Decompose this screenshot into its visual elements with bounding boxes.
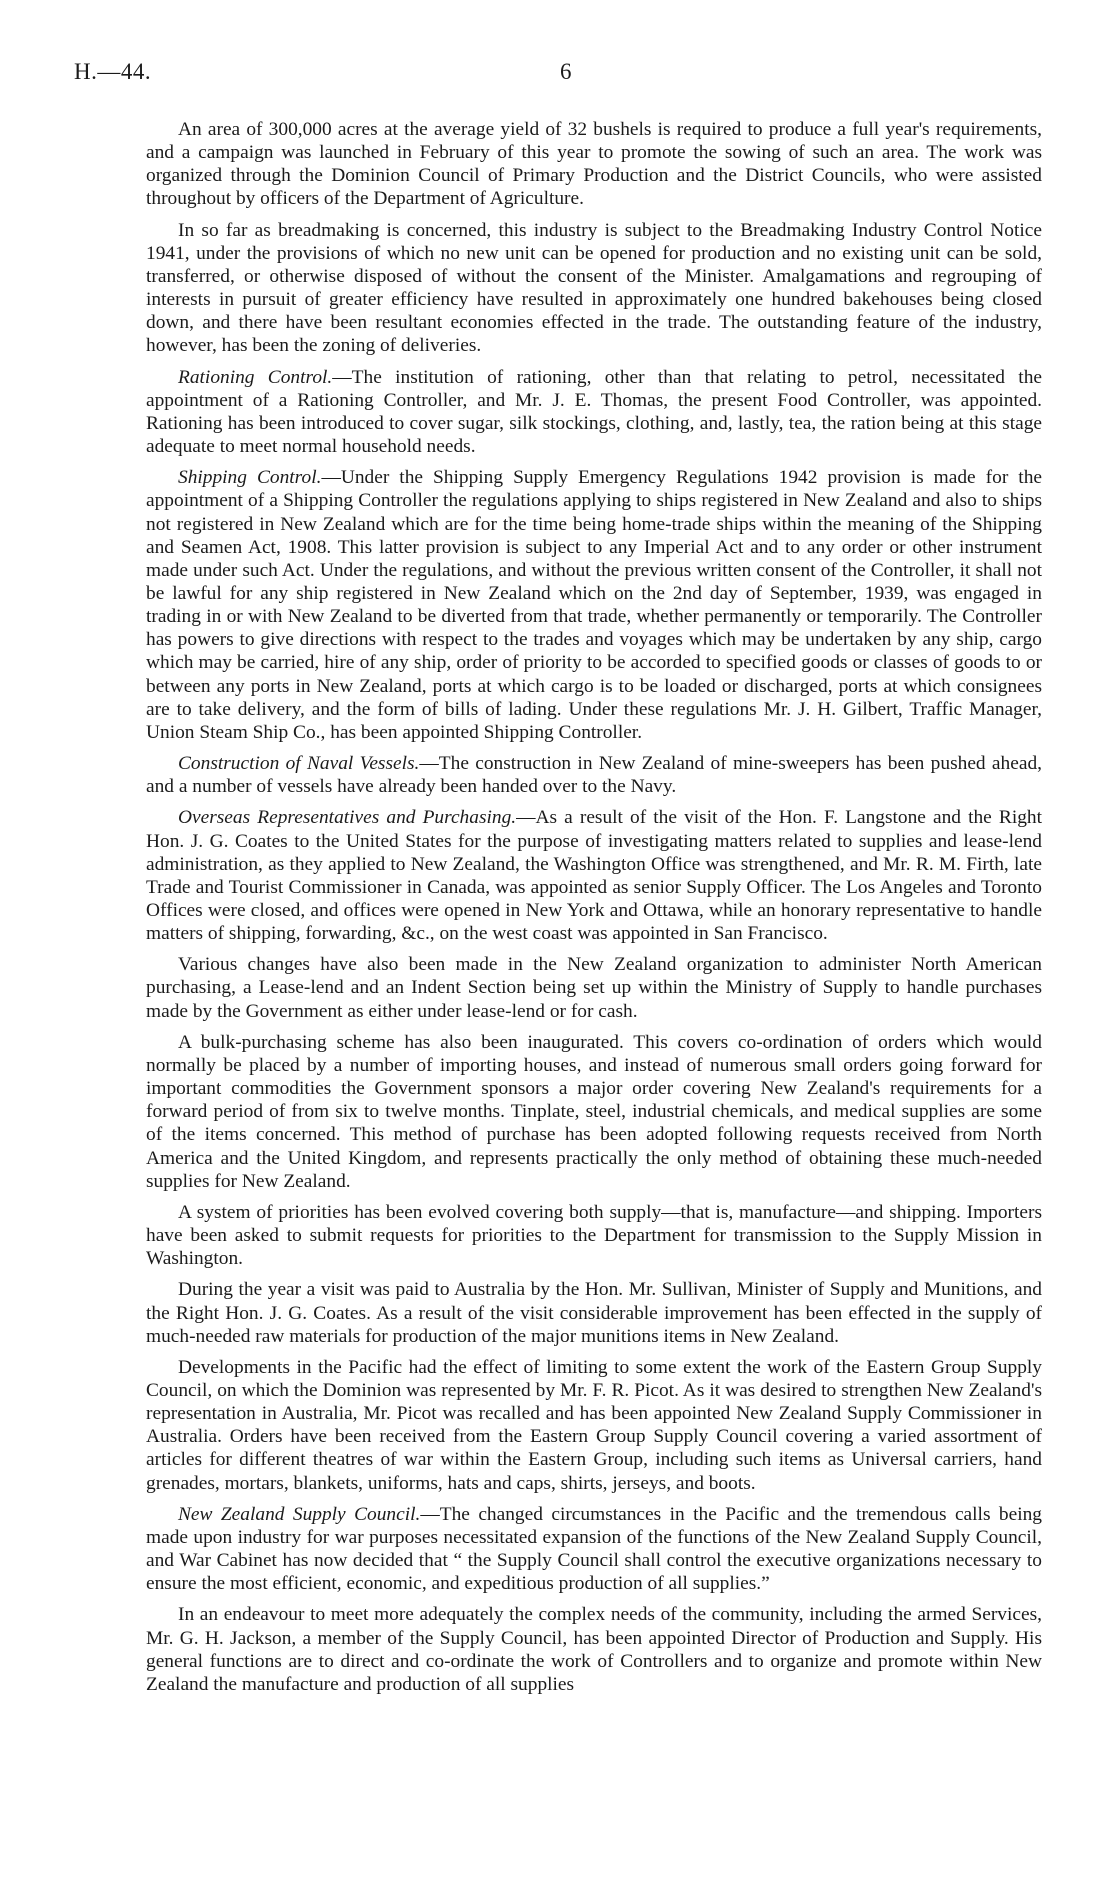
paragraph-text: A system of priorities has been evolved covering both supply—that is, manufacture—and shipping. Importers have been asked to submit requests for priorities to the Department for transmission to the Supply Mission in Washington. xyxy=(146,1201,1042,1270)
document-reference: H.—44. xyxy=(74,59,152,84)
paragraph xyxy=(146,752,1042,798)
paragraph xyxy=(146,1603,1042,1696)
page-header xyxy=(74,59,1042,100)
paragraph-text: —The construction in New Zealand of mine-sweepers has been pushed ahead, and a number of vessels have already been handed over to the Navy. xyxy=(146,753,1042,798)
paragraph-text: A bulk-purchasing scheme has also been inaugurated. This covers co-ordination of orders which would normally be placed by a number of importing houses, and instead of numerous small orders going forward for important commodities the Government sponsors a major order covering New Zealand's requirements for a forward period of from six to twelve months. Tinplate, steel, industrial chemicals, and medical supplies are some of the items concerned. This method of purchase has been adopted following requests received from North America and the United Kingdom, and represents practically the only method of obtaining these much-needed supplies for New Zealand. xyxy=(146,1031,1042,1192)
paragraph-text: —Under the Shipping Supply Emergency Regulations 1942 provision is made for the appointment of a Shipping Controller the regulations applying to ships registered in New Zealand and also to ships not registered in New Zealand which are for the time being home-trade ships within the meaning of the Shipping and Seamen Act, 1908. This latter provision is subject to any Imperial Act and to any order or other instrument made under such Act. Under the regulations, and without the previous written consent of the Controller, it shall not be lawful for any ship registered in New Zealand which on the 2nd day of September, 1939, was engaged in trading in or with New Zealand to be diverted from that trade, whether permanently or temporarily. The Controller has powers to give directions with respect to the trades and voyages which may be undertaken by any ship, cargo which may be carried, hire of any ship, order of priority to be accorded to specified goods or classes of goods to or between any ports in New Zealand, ports at which cargo is to be loaded or discharged, ports at which consignees are to take delivery, and the form of bills of lading. Under these regulations Mr. J. H. Gilbert, Traffic Manager, Union Steam Ship Co., has been appointed Shipping Controller. xyxy=(146,467,1042,743)
paragraph xyxy=(146,466,1042,744)
paragraph xyxy=(146,118,1042,211)
paragraph-text: In an endeavour to meet more adequately the complex needs of the community, including the armed Services, Mr. G. H. Jackson, a member of the Supply Council, has been appointed Director of Production and Supply. His general functions are to direct and co-ordinate the work of Controllers and to organize and promote within New Zealand the manufacture and production of all supplies xyxy=(146,1604,1042,1695)
paragraph-text: An area of 300,000 acres at the average yield of 32 bushels is required to produce a full year's requirements, and a campaign was launched in February of this year to promote the sowing of such an area. The work was organized through the Dominion Council of Primary Production and the District Councils, who were assisted throughout by officers of the Department of Agriculture. xyxy=(146,119,1042,210)
paragraph xyxy=(146,1503,1042,1596)
document-body xyxy=(146,118,1042,1696)
paragraph xyxy=(146,1356,1042,1495)
paragraph xyxy=(146,1201,1042,1270)
section-heading: Overseas Representatives and Purchasing. xyxy=(178,807,517,829)
paragraph-text: In so far as breadmaking is concerned, this industry is subject to the Breadmaking Industry Control Notice 1941, under the provisions of which no new unit can be opened for production and no existing unit can be sold, transferred, or otherwise disposed of without the consent of the Minister. Amalgamations and regrouping of interests in pursuit of greater efficiency have resulted in approximately one hundred bakehouses being closed down, and there have been resultant economies effected in the trade. The outstanding feature of the industry, however, has been the zoning of deliveries. xyxy=(146,219,1042,357)
paragraph-text: —The institution of rationing, other than that relating to petrol, necessitated the appointment of a Rationing Controller, and Mr. J. E. Thomas, the present Food Controller, was appointed. Rationing has been introduced to cover sugar, silk stockings, clothing, and, lastly, tea, the ration being at this stage adequate to meet normal household needs. xyxy=(146,366,1042,458)
paragraph xyxy=(146,219,1042,358)
section-heading: Rationing Control. xyxy=(178,366,333,388)
section-heading: Shipping Control. xyxy=(178,467,322,489)
page-number: 6 xyxy=(560,59,572,84)
paragraph xyxy=(146,1031,1042,1193)
section-heading: Construction of Naval Vessels. xyxy=(178,753,420,775)
section-heading: New Zealand Supply Council. xyxy=(178,1503,421,1525)
paragraph xyxy=(146,806,1042,945)
paragraph-text: —The changed circumstances in the Pacific and the tremendous calls being made upon industry for war purposes necessitated expansion of the functions of the New Zealand Supply Council, and War Cabinet has now decided that “ the Supply Council shall control the executive organizations necessary to ensure the most efficient, economic, and expeditious production of all supplies.” xyxy=(146,1503,1042,1595)
paragraph xyxy=(146,366,1042,459)
paragraph-text: Various changes have also been made in the New Zealand organization to administer North American purchasing, a Lease-lend and an Indent Section being set up within the Ministry of Supply to handle purchases made by the Government as either under lease-lend or for cash. xyxy=(146,954,1042,1022)
paragraph-text: —As a result of the visit of the Hon. F. Langstone and the Right Hon. J. G. Coates to the United States for the purpose of investigating matters related to supplies and lease-lend administration, as they applied to New Zealand, the Washington Office was strengthened, and Mr. R. M. Firth, late Trade and Tourist Commissioner in Canada, was appointed as senior Supply Officer. The Los Angeles and Toronto Offices were closed, and offices were opened in New York and Ottawa, while an honorary representative to handle matters of shipping, forwarding, &c., on the west coast was appointed in San Francisco. xyxy=(146,807,1042,945)
paragraph xyxy=(146,953,1042,1022)
paragraph xyxy=(146,1278,1042,1347)
paragraph-text: Developments in the Pacific had the effect of limiting to some extent the work of the Eastern Group Supply Council, on which the Dominion was represented by Mr. F. R. Picot. As it was desired to strengthen New Zealand's representation in Australia, Mr. Picot was recalled and has been appointed New Zealand Supply Commissioner in Australia. Orders have been received from the Eastern Group Supply Council covering a varied assortment of articles for different theatres of war within the Eastern Group, including such items as Universal carriers, hand grenades, mortars, blankets, uniforms, hats and caps, shirts, jerseys, and boots. xyxy=(146,1356,1042,1494)
paragraph-text: During the year a visit was paid to Australia by the Hon. Mr. Sullivan, Minister of Supply and Munitions, and the Right Hon. J. G. Coates. As a result of the visit considerable improvement has been effected in the supply of much-needed raw materials for production of the major munitions items in New Zealand. xyxy=(146,1279,1042,1347)
